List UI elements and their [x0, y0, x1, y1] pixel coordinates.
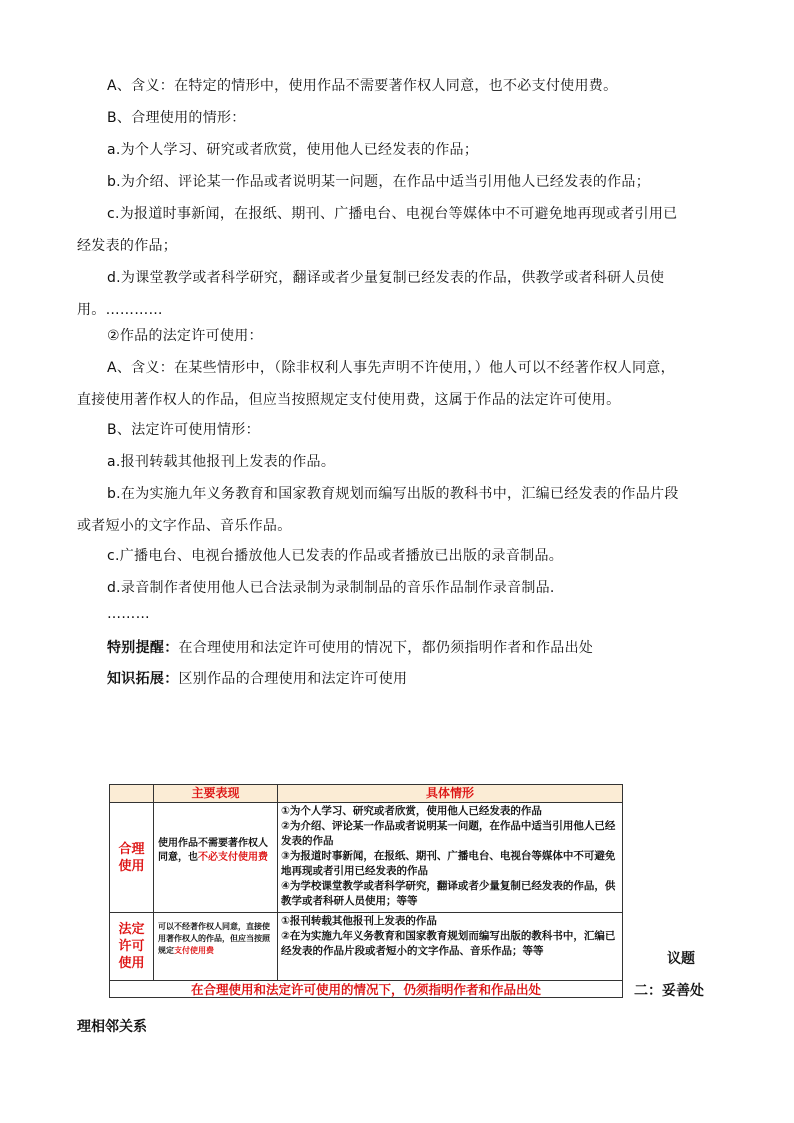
fair-use-detail-1: ①为个人学习、研究或者欣赏，使用他人已经发表的作品: [281, 805, 542, 817]
topic-two-heading-continued: 理相邻关系: [77, 1019, 147, 1035]
fair-use-detail-2: ②为介绍、评论某一作品或者说明某一问题，在作品中适当引用他人已经发表的作品: [281, 820, 616, 847]
comparison-table: [109, 784, 623, 998]
paragraph-statutory-b: b.在为实施九年义务教育和国家教育规划而编写出版的教科书中，汇编已经发表的作品片段或者短小的文字作品、音乐作品。: [77, 486, 679, 534]
paragraph-statutory-a: a.报刊转载其他报刊上发表的作品。: [107, 454, 336, 470]
row-label-statutory: 法定许可使用: [110, 913, 154, 981]
paragraph-statutory-c: c.广播电台、电视台播放他人已发表的作品或者播放已出版的录音制品。: [107, 548, 564, 564]
statutory-detail-1: ①报刊转载其他报刊上发表的作品: [281, 915, 437, 927]
table-header-detail: 具体情形: [278, 785, 622, 803]
paragraph-fair-use-b: b.为介绍、评论某一作品或者说明某一问题，在作品中适当引用他人已经发表的作品；: [107, 174, 651, 190]
knowledge-extension-text: 区别作品的合理使用和法定许可使用: [178, 671, 408, 687]
statutory-detail-2: ②在为实施九年义务教育和国家教育规划而编写出版的教科书中，汇编已经发表的作品片段或者短小的文字作品、音乐作品；等等: [281, 930, 616, 957]
table-header-corner: [110, 785, 154, 803]
paragraph-ellipsis: ………: [107, 606, 150, 622]
fair-use-details: [278, 803, 622, 913]
knowledge-extension: [107, 669, 747, 689]
statutory-main: 可以不经著作权人同意，直接使用著作权人的作品，但应当按照规定支付使用费: [154, 913, 278, 981]
paragraph-statutory-heading: ②作品的法定许可使用：: [107, 328, 263, 344]
paragraph-fair-use-d: d.为课堂教学或者科学研究，翻译或者少量复制已经发表的作品，供教学或者科研人员使用。…………: [77, 270, 665, 318]
paragraph-fair-use-c: c.为报道时事新闻，在报纸、期刊、广播电台、电视台等媒体中不可避免地再现或者引用已经发表的作品；: [77, 206, 678, 254]
fair-use-main: 使用作品不需要著作权人同意，也不必支付使用费: [154, 803, 278, 913]
row-label-fair-use: 合理使用: [110, 803, 154, 913]
paragraph-statutory-cases-heading: B、法定许可使用情形：: [107, 422, 260, 438]
special-reminder-text: 在合理使用和法定许可使用的情况下，都仍须指明作者和作品出处: [178, 640, 594, 656]
paragraph-statutory-d: d.录音制作者使用他人已合法录制为录制制品的音乐作品制作录音制品.: [107, 580, 555, 596]
fair-use-detail-3: ③为报道时事新闻，在报纸、期刊、广播电台、电视台等媒体中不可避免地再现或者引用已经发表的作品: [281, 850, 616, 877]
special-reminder: [107, 638, 747, 658]
fair-use-detail-4: ④为学校课堂教学或者科学研究，翻译或者少量复制已经发表的作品，供教学或者科研人员使用；等等: [281, 880, 616, 907]
paragraph-fair-use-meaning: A、含义：在特定的情形中，使用作品不需要著作权人同意，也不必支付使用费。: [107, 78, 618, 94]
special-reminder-label: 特别提醒：: [107, 640, 179, 656]
paragraph-fair-use-a: a.为个人学习、研究或者欣赏，使用他人已经发表的作品；: [107, 142, 479, 158]
knowledge-extension-label: 知识拓展：: [107, 671, 179, 687]
paragraph-statutory-meaning: A、含义：在某些情形中，（除非权利人事先声明不许使用，）他人可以不经著作权人同意，直接使用著作权人的作品，但应当按照规定支付使用费，这属于作品的法定许可使用。: [77, 360, 675, 408]
topic-two-heading: 二：妥善处: [634, 983, 704, 999]
table-footer-note: 在合理使用和法定许可使用的情况下，仍须指明作者和作品出处: [190, 982, 541, 997]
statutory-details: [278, 913, 622, 981]
paragraph-fair-use-cases-heading: B、合理使用的情形：: [107, 110, 246, 126]
table-header-main: 主要表现: [154, 785, 278, 803]
topic-word: 议题: [667, 951, 695, 967]
